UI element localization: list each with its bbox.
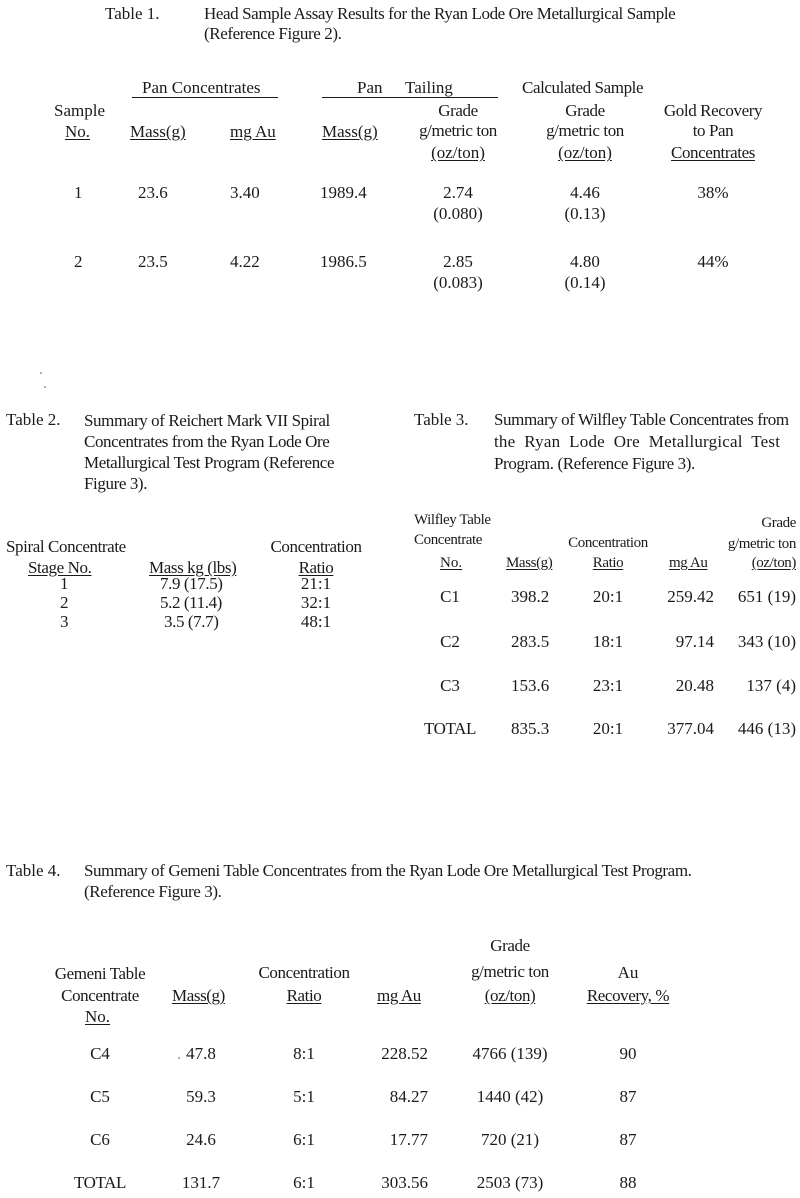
cell-wilfley-mass: 398.2	[511, 587, 550, 606]
cell-wilfley-grade: 137 (4)	[746, 676, 796, 695]
cell-stage: 2	[60, 593, 69, 612]
scan-speck	[44, 386, 46, 388]
cell-gemeni-ratio: 6:1	[293, 1130, 315, 1149]
table-1-label: Table 1.	[105, 4, 160, 23]
table-4-title-cont: (Reference Figure 3).	[84, 882, 222, 901]
cell-ratio: 32:1	[300, 593, 332, 612]
cell-tailing-grade: 2.85	[443, 252, 473, 271]
cell-mass-kg: 3.5 (7.7)	[164, 612, 219, 631]
header-gemeni-oz: (oz/ton)	[484, 986, 536, 1005]
header-mass-tailing: Mass(g)	[322, 122, 378, 141]
header-wilfley-mg-au: mg Au	[669, 555, 708, 571]
header-sample: Sample	[54, 101, 105, 120]
header-wilfley-concentrate: Wilfley Table Concentrate	[414, 512, 491, 548]
cell-gemeni-mg-au: 228.52	[381, 1044, 428, 1063]
header-gold-recovery: Gold Recovery to Pan	[663, 101, 763, 140]
cell-stage: 1	[60, 574, 69, 593]
table-3-label: Table 3.	[414, 410, 469, 429]
cell-calculated-oz: (0.13)	[564, 204, 606, 223]
header-gemeni-mass: Mass(g)	[172, 986, 225, 1005]
cell-gemeni-ratio: 5:1	[293, 1087, 315, 1106]
rule-pan-concentrates	[132, 97, 278, 98]
cell-gemeni-mass: 47.8	[186, 1044, 216, 1063]
header-calculated-oz: (oz/ton)	[558, 143, 612, 162]
table-3-title-cont: the Ryan Lode Ore Metallurgical Test	[494, 432, 781, 451]
table-1-title: Head Sample Assay Results for the Ryan Lode Ore Metallurgical Sample	[204, 4, 676, 23]
header-gemeni-grade: Grade g/metric ton	[471, 936, 549, 981]
header-spiral-concentrate: Spiral Concentrate	[6, 537, 126, 556]
cell-wilfley-no: C1	[440, 587, 460, 606]
cell-gemeni-recovery: 88	[619, 1173, 637, 1192]
rule-pan-tailing	[322, 97, 498, 98]
cell-wilfley-ratio: 23:1	[592, 676, 624, 695]
cell-mass-tailing: 1986.5	[320, 252, 367, 271]
cell-wilfley-mg-au: 20.48	[675, 676, 714, 695]
cell-gemeni-mg-au: 303.56	[381, 1173, 428, 1192]
table-1-title-cont: (Reference Figure 2).	[204, 24, 342, 43]
cell-gemeni-ratio: 6:1	[293, 1173, 315, 1192]
cell-gemeni-grade: 720 (21)	[480, 1130, 540, 1149]
header-mass-kg: Mass kg (lbs)	[149, 558, 237, 577]
scan-speck	[40, 372, 42, 374]
cell-ratio: 21:1	[300, 574, 332, 593]
cell-wilfley-mg-au: 259.42	[667, 587, 714, 606]
table-3-title: Summary of Wilfley Table Concentrates from	[494, 410, 789, 429]
cell-calculated-oz: (0.14)	[564, 273, 606, 292]
cell-wilfley-mg-au: 97.14	[675, 632, 714, 651]
cell-wilfley-grade: 446 (13)	[737, 719, 796, 738]
cell-mg-au: 4.22	[230, 252, 260, 271]
cell-stage: 3	[60, 612, 69, 631]
cell-tailing-oz: (0.080)	[433, 204, 483, 223]
cell-sample-no: 1	[74, 183, 83, 202]
cell-gemeni-total: TOTAL	[73, 1173, 127, 1192]
group-header-calculated: Calculated Sample	[522, 78, 644, 97]
table-3-title-end: Program. (Reference Figure 3).	[494, 454, 695, 473]
header-wilfley-no: No.	[440, 555, 463, 571]
cell-gemeni-grade: 1440 (42)	[476, 1087, 544, 1106]
cell-calculated-grade: 4.46	[570, 183, 600, 202]
table-4-title: Summary of Gemeni Table Concentrates from the Ryan Lode Ore Metallurgical Test Program.	[84, 861, 692, 880]
cell-gemeni-mass: 131.7	[181, 1173, 221, 1192]
cell-gemeni-mass: 59.3	[186, 1087, 216, 1106]
cell-gemeni-mass: 24.6	[186, 1130, 216, 1149]
header-gemeni-concentration: Concentration	[258, 963, 350, 982]
cell-wilfley-no: C2	[440, 632, 460, 651]
cell-wilfley-mass: 153.6	[511, 676, 550, 695]
cell-wilfley-grade: 651 (19)	[737, 587, 796, 606]
cell-wilfley-total: TOTAL	[423, 719, 477, 738]
cell-tailing-oz: (0.083)	[433, 273, 483, 292]
header-mg-au: mg Au	[230, 122, 276, 141]
cell-gold-recovery: 38%	[697, 183, 729, 202]
group-header-pan: Pan	[357, 78, 383, 97]
cell-wilfley-ratio: 20:1	[592, 587, 624, 606]
cell-ratio: 48:1	[300, 612, 332, 631]
cell-gemeni-no: C6	[90, 1130, 110, 1149]
header-wilfley-oz: (oz/ton)	[751, 555, 796, 571]
header-gemeni-ratio: Ratio	[286, 986, 322, 1005]
cell-gemeni-ratio: 8:1	[293, 1044, 315, 1063]
header-calculated-grade: Grade g/metric ton	[546, 101, 624, 140]
header-gemeni-recovery: Recovery, %	[586, 986, 670, 1005]
cell-wilfley-mg-au: 377.04	[667, 719, 714, 738]
header-ratio: Ratio	[298, 558, 334, 577]
cell-mass-kg: 7.9 (17.5)	[160, 574, 223, 593]
header-gold-recovery-concentrates: Concentrates	[671, 143, 755, 162]
group-header-pan-concentrates: Pan Concentrates	[142, 78, 261, 97]
cell-gemeni-recovery: 87	[619, 1087, 637, 1106]
cell-wilfley-mass: 283.5	[511, 632, 550, 651]
header-wilfley-ratio: Ratio	[592, 555, 624, 571]
cell-wilfley-ratio: 18:1	[592, 632, 624, 651]
cell-gold-recovery: 44%	[697, 252, 729, 271]
cell-tailing-grade: 2.74	[443, 183, 473, 202]
cell-wilfley-grade: 343 (10)	[737, 632, 796, 651]
group-header-tailing: Tailing	[405, 78, 453, 97]
header-tailing-oz: (oz/ton)	[431, 143, 485, 162]
cell-gemeni-no: C5	[90, 1087, 110, 1106]
cell-gemeni-grade: 2503 (73)	[476, 1173, 544, 1192]
header-stage-no: Stage No.	[28, 558, 92, 577]
cell-wilfley-mass: 835.3	[511, 719, 550, 738]
cell-mass-tailing: 1989.4	[320, 183, 367, 202]
table-4-label: Table 4.	[6, 861, 61, 880]
header-mass-concentrates: Mass(g)	[130, 122, 186, 141]
header-gemeni-mg-au: mg Au	[377, 986, 421, 1005]
table-2-label: Table 2.	[6, 410, 61, 429]
header-gemeni-no: No.	[85, 1007, 111, 1026]
cell-wilfley-no: C3	[440, 676, 460, 695]
header-concentration: Concentration	[270, 537, 362, 556]
cell-mass-concentrates: 23.6	[138, 183, 168, 202]
cell-wilfley-ratio: 20:1	[592, 719, 624, 738]
cell-gemeni-mg-au: 84.27	[389, 1087, 428, 1106]
header-wilfley-grade: Grade g/metric ton	[727, 515, 796, 552]
cell-gemeni-mg-au: 17.77	[389, 1130, 428, 1149]
header-gemeni-concentrate: Gemeni Table Concentrate	[54, 964, 146, 1005]
header-sample-no: No.	[65, 122, 91, 141]
header-gemeni-au: Au	[617, 963, 639, 982]
cell-gemeni-grade: 4766 (139)	[472, 1044, 548, 1063]
header-wilfley-mass: Mass(g)	[506, 555, 553, 571]
cell-sample-no: 2	[74, 252, 83, 271]
cell-gemeni-no: C4	[90, 1044, 110, 1063]
cell-mass-kg: 5.2 (11.4)	[160, 593, 222, 612]
cell-gemeni-recovery: 87	[619, 1130, 637, 1149]
header-tailing-grade: Grade g/metric ton	[419, 101, 497, 140]
cell-gemeni-recovery: 90	[619, 1044, 637, 1063]
header-wilfley-concentration: Concentration	[568, 535, 648, 551]
cell-mass-concentrates: 23.5	[138, 252, 168, 271]
table-2-title: Summary of Reichert Mark VII Spiral Concentrates from the Ryan Lode Ore Metallurgical Test Program (Reference Figure 3).	[84, 411, 335, 493]
cell-calculated-grade: 4.80	[570, 252, 600, 271]
cell-mg-au: 3.40	[230, 183, 260, 202]
